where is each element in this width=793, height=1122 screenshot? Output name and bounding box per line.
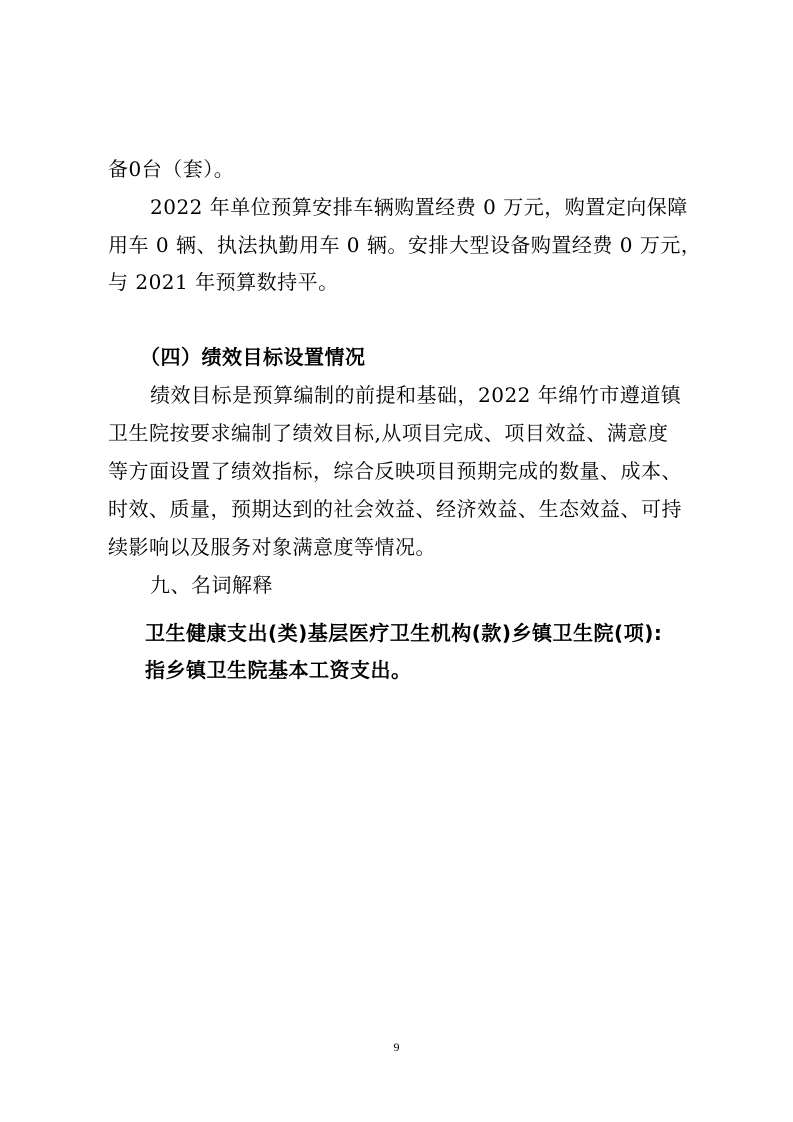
paragraph-continuation: 备0台（套）。	[108, 157, 235, 181]
paragraph-vehicle-budget-line-3: 与 2021 年预算数持平。	[108, 270, 339, 294]
section-heading-performance-goals: （四）绩效目标设置情况	[140, 345, 366, 369]
chapter-heading-glossary: 九、名词解释	[150, 573, 273, 597]
paragraph-performance-line-3: 等方面设置了绩效指标，综合反映项目预期完成的数量、成本、	[108, 459, 682, 483]
paragraph-vehicle-budget-line-1: 2022 年单位预算安排车辆购置经费 0 万元，购置定向保障	[150, 195, 688, 219]
paragraph-performance-line-4: 时效、质量，预期达到的社会效益、经济效益、生态效益、可持	[108, 497, 682, 521]
paragraph-vehicle-budget-line-2: 用车 0 辆、执法执勤用车 0 辆。安排大型设备购置经费 0 万元，	[108, 233, 702, 257]
glossary-term-line-2: 指乡镇卫生院基本工资支出。	[145, 658, 412, 682]
page-number: 9	[393, 1040, 400, 1054]
paragraph-performance-line-5: 续影响以及服务对象满意度等情况。	[108, 535, 436, 559]
paragraph-performance-line-2: 卫生院按要求编制了绩效目标,从项目完成、项目效益、满意度	[108, 421, 669, 445]
glossary-term-line-1: 卫生健康支出(类)基层医疗卫生机构(款)乡镇卫生院(项):	[145, 621, 663, 645]
paragraph-performance-line-1: 绩效目标是预算编制的前提和基础，2022 年绵竹市遵道镇	[150, 383, 682, 407]
